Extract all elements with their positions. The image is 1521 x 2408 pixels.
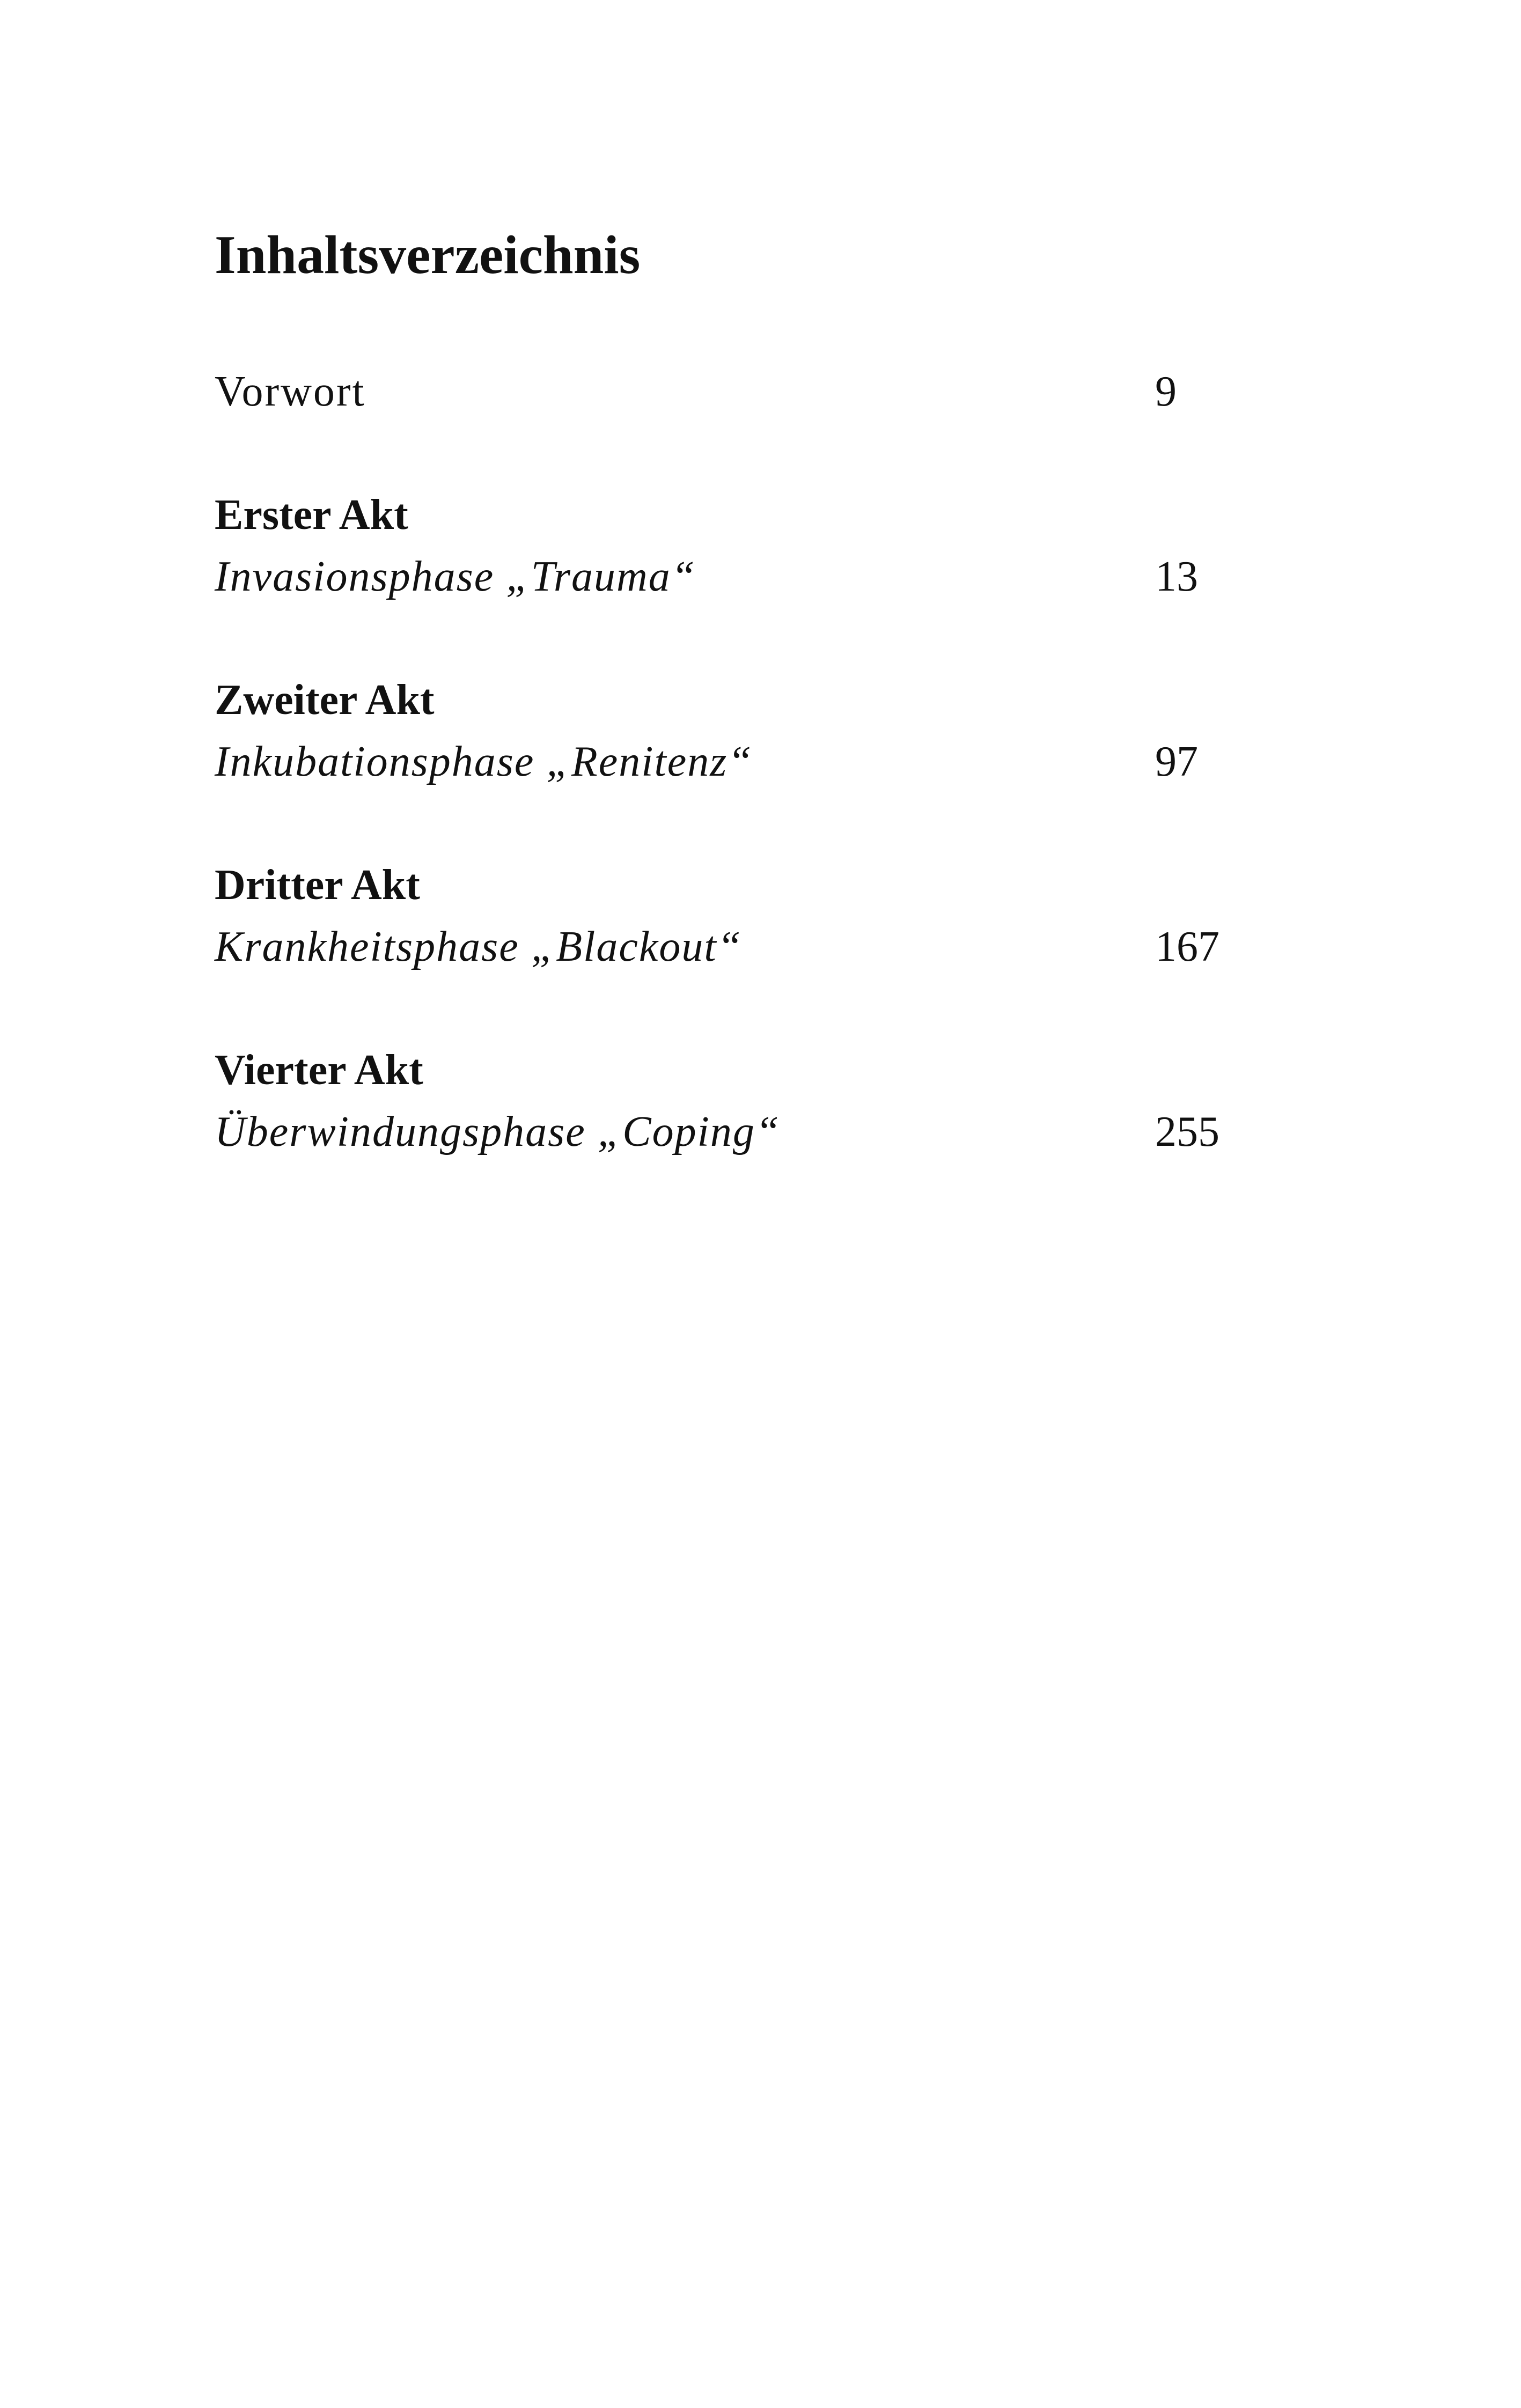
toc-entry-heading: Zweiter Akt bbox=[215, 676, 435, 724]
toc-entry-page-number: 13 bbox=[1155, 553, 1198, 600]
page-title: Inhaltsverzeichnis bbox=[215, 225, 641, 285]
toc-entry-line bbox=[215, 1110, 1234, 1159]
toc-entry-page-number: 97 bbox=[1155, 738, 1198, 785]
toc-entry-act-1[interactable] bbox=[215, 491, 1234, 603]
toc-entry-page-number: 255 bbox=[1155, 1108, 1219, 1155]
toc-entry-page-number: 9 bbox=[1155, 368, 1177, 415]
toc-entry-heading: Vierter Akt bbox=[215, 1047, 423, 1094]
toc-entry-act-4[interactable] bbox=[215, 1049, 1234, 1159]
toc-entry-title: Vorwort bbox=[215, 368, 366, 415]
toc-entry-act-3[interactable] bbox=[215, 861, 1234, 974]
toc-entry-preface[interactable] bbox=[215, 370, 1234, 418]
toc-entry-title: Invasionsphase „Trauma“ bbox=[215, 553, 696, 600]
toc-entry-page-number: 167 bbox=[1155, 923, 1219, 970]
toc-entry-heading: Dritter Akt bbox=[215, 861, 420, 909]
toc-entry-act-2[interactable] bbox=[215, 676, 1234, 789]
toc-entry-line bbox=[215, 370, 1234, 418]
toc-entry-title: Inkubationsphase „Renitenz“ bbox=[215, 738, 753, 785]
toc-entry-heading: Erster Akt bbox=[215, 491, 408, 539]
toc-entry-title: Krankheitsphase „Blackout“ bbox=[215, 923, 743, 970]
toc-entry-title: Überwindungsphase „Coping“ bbox=[215, 1108, 781, 1155]
toc-entry-line bbox=[215, 555, 1234, 603]
toc-entry-line bbox=[215, 925, 1234, 974]
toc-entry-line bbox=[215, 740, 1234, 789]
